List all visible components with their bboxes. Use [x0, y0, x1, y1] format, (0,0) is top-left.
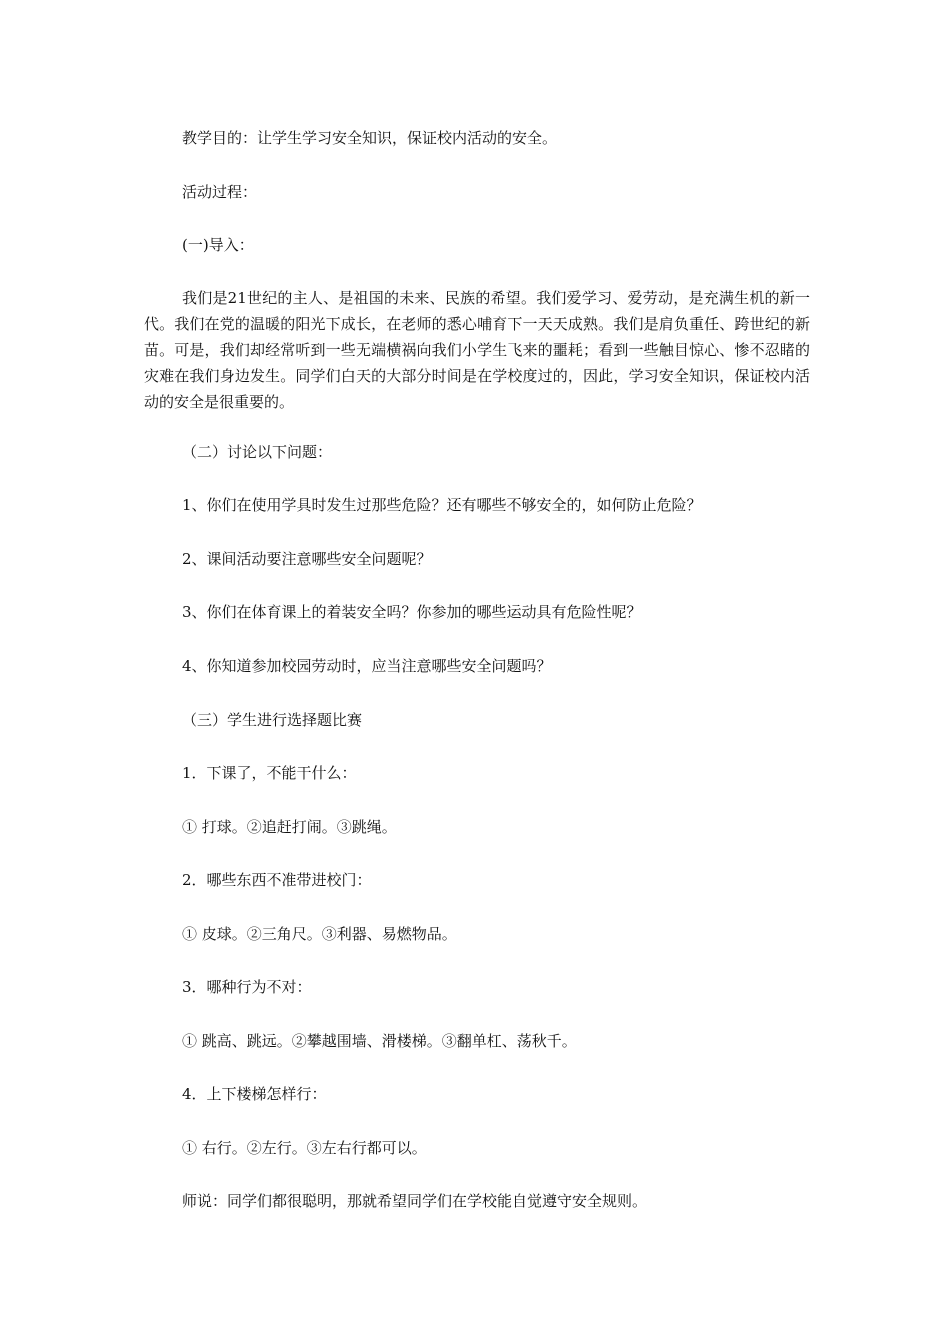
- process-heading: 活动过程：: [182, 183, 258, 201]
- closing-remark: 师说：同学们都很聪明，那就希望同学们在学校能自觉遵守安全规则。: [182, 1192, 648, 1210]
- discussion-item-1: 1、你们在使用学具时发生过那些危险？还有哪些不够安全的，如何防止危险？: [182, 496, 702, 514]
- quiz-options-4: ① 右行。②左行。③左右行都可以。: [182, 1139, 427, 1157]
- quiz-question-1: 1．下课了，不能干什么：: [182, 764, 357, 782]
- quiz-question-3: 3．哪种行为不对：: [182, 978, 312, 996]
- quiz-options-3: ① 跳高、跳远。②攀越围墙、滑楼梯。③翻单杠、荡秋千。: [182, 1032, 577, 1050]
- section-3-heading: （三）学生进行选择题比赛: [182, 711, 363, 729]
- discussion-item-3: 3、你们在体育课上的着装安全吗？你参加的哪些运动具有危险性呢？: [182, 603, 642, 621]
- teaching-objective: 教学目的：让学生学习安全知识，保证校内活动的安全。: [182, 129, 558, 147]
- discussion-item-2: 2、课间活动要注意哪些安全问题呢？: [182, 550, 432, 568]
- section-1-heading: (一)导入：: [182, 236, 254, 254]
- quiz-question-2: 2．哪些东西不准带进校门：: [182, 871, 372, 889]
- quiz-options-1: ① 打球。②追赶打闹。③跳绳。: [182, 818, 397, 836]
- quiz-options-2: ① 皮球。②三角尺。③利器、易燃物品。: [182, 925, 457, 943]
- intro-paragraph: 我们是21世纪的主人、是祖国的未来、民族的希望。我们爱学习、爱劳动，是充满生机的新一代。我们在党的温暖的阳光下成长，在老师的悉心哺育下一天天成熟。我们是肩负重任、跨世纪的新苗。可是，我们却经常听到一些无端横祸向我们小学生飞来的噩耗；看到一些触目惊心、惨不忍睹的灾难在我们身边发生。同学们白天的大部分时间是在学校度过的，因此，学习安全知识，保证校内活动的安全是很重要的。: [144, 289, 810, 411]
- discussion-item-4: 4、你知道参加校园劳动时，应当注意哪些安全问题吗？: [182, 657, 552, 675]
- quiz-question-4: 4．上下楼梯怎样行：: [182, 1085, 327, 1103]
- section-2-heading: （二）讨论以下问题：: [182, 443, 333, 461]
